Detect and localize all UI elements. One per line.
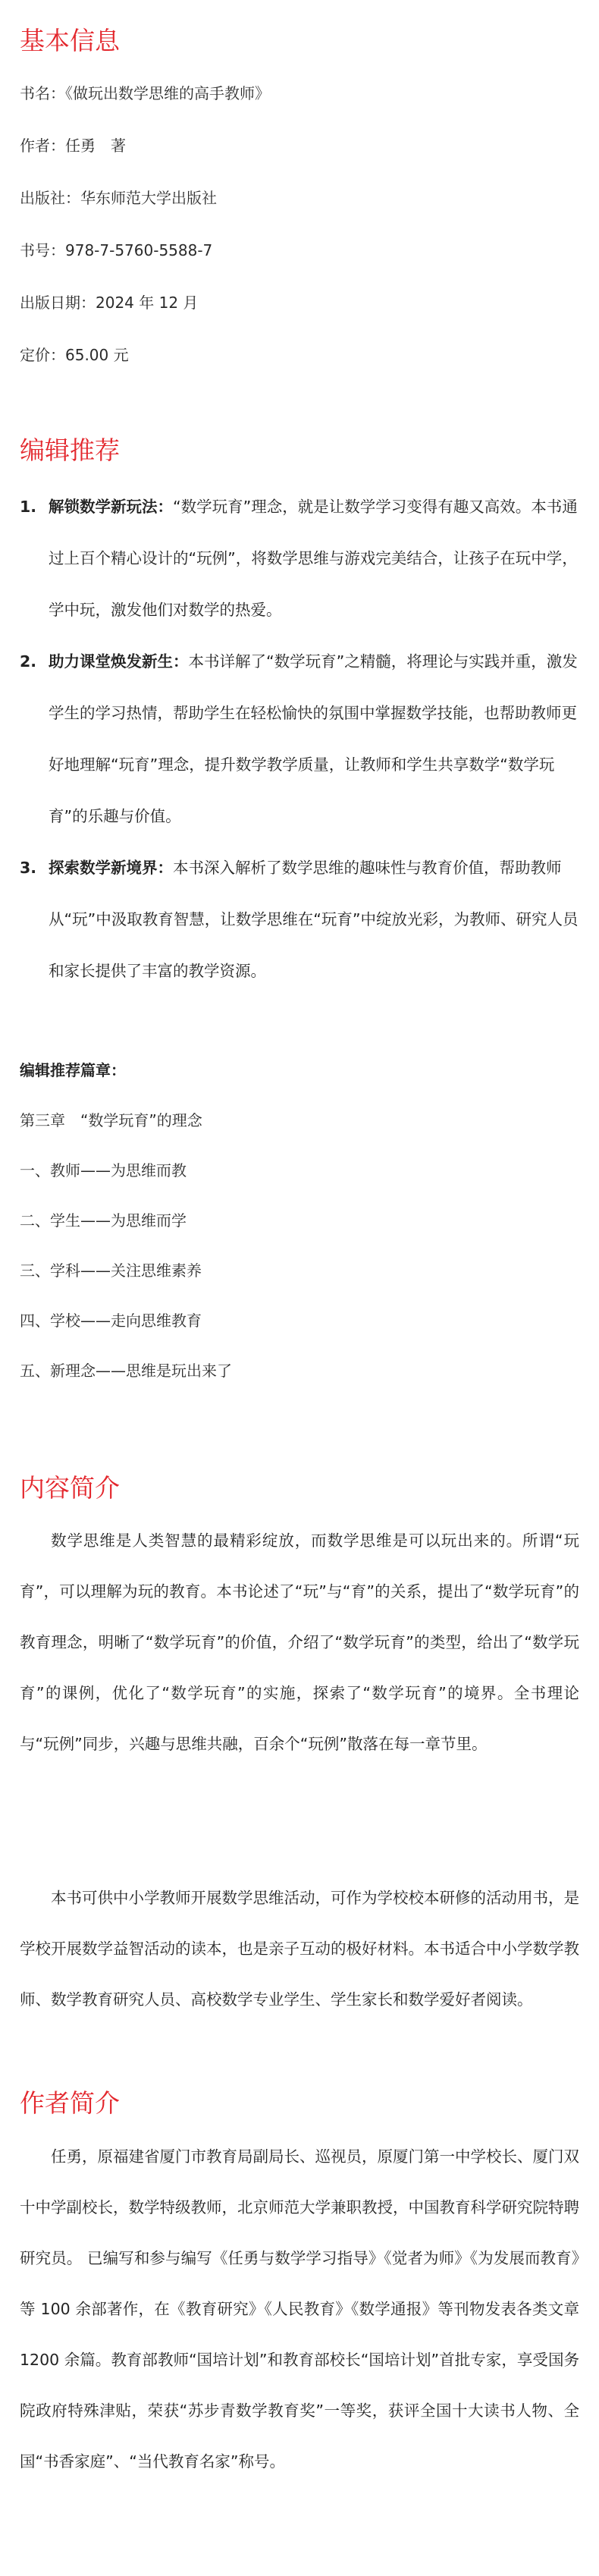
author-intro-paragraph: 任勇，原福建省厦门市教育局副局长、巡视员，原厦门第一中学校长、厦门双十中学副校长，数学特级教师，北京师范大学兼职教授，中国教育科学研究院特聘研究员。 已编写和参与编写《任勇与数学学习指导》《觉者为师》《为发展而教育》等 100 余部著作，在《教育研究》《人民教育》《数学通报》等刊物发表各类文章 1200 余篇。教育部教师“国培计划”和教育部校长“国培计划”首批专家，享受国务院政府特殊津贴，荣获“苏步青数学教育奖”一等奖，获评全国十大读书人物、全国“书香家庭”、“当代教育名家”称号。 (20, 2147, 579, 2471)
recommended-chapters-label: 编辑推荐篇章： (20, 1061, 126, 1079)
recommend-item-text: “数学玩育”理念，就是让数学学习变得有趣又高效。本书通过上百个精心设计的“玩例”，将数学思维与游戏完美结合，让孩子在玩中学，学中玩，激发他们对数学的热爱。 (49, 498, 578, 619)
publish-date-line: 出版日期：2024 年 12 月 (20, 294, 199, 312)
chapter-section: 三、学科——关注思维素养 (20, 1261, 202, 1280)
author-line: 作者：任勇 著 (20, 137, 126, 155)
recommend-item-text: 本书详解了“数学玩育”之精髓，将理论与实践并重，激发学生的学习热情，帮助学生在轻松愉快的氛围中掌握数学技能，也帮助教师更好地理解“玩育”理念，提升数学教学质量，让教师和学生共享数学“数学玩育”的乐趣与价值。 (49, 652, 578, 825)
recommend-item-title: 探索数学新境界： (49, 859, 173, 877)
chapter-title: 第三章 “数学玩育”的理念 (20, 1111, 202, 1129)
publisher-line: 出版社：华东师范大学出版社 (20, 189, 217, 207)
basic-info-heading: 基本信息 (20, 26, 120, 55)
content-intro-heading: 内容简介 (20, 1473, 120, 1503)
isbn-line: 书号：978-7-5760-5588-7 (20, 241, 213, 259)
recommend-item-number: 2. (20, 652, 37, 671)
recommend-item-number: 3. (20, 859, 37, 877)
recommend-item-title: 助力课堂焕发新生： (49, 652, 189, 671)
recommend-list (20, 481, 581, 997)
recommend-item (20, 636, 581, 842)
book-title-line: 书名：《做玩出数学思维的高手教师》 (20, 84, 270, 102)
chapter-section: 一、教师——为思维而教 (20, 1161, 187, 1180)
recommend-item-title: 解锁数学新玩法： (49, 498, 173, 516)
recommend-item-number: 1. (20, 498, 37, 516)
chapter-section: 二、学生——为思维而学 (20, 1211, 187, 1230)
chapter-section: 五、新理念——思维是玩出来了 (20, 1362, 232, 1380)
recommend-item-text: 本书深入解析了数学思维的趣味性与教育价值，帮助教师从“玩”中汲取教育智慧，让数学思维在“玩育”中绽放光彩，为教师、研究人员和家长提供了丰富的教学资源。 (49, 859, 579, 980)
author-intro-heading: 作者简介 (20, 2088, 120, 2118)
content-intro-paragraph: 本书可供中小学教师开展数学思维活动，可作为学校校本研修的活动用书，是学校开展数学益智活动的读本，也是亲子互动的极好材料。本书适合中小学数学教师、数学教育研究人员、高校数学专业学生、学生家长和数学爱好者阅读。 (20, 1889, 579, 2009)
recommend-item (20, 481, 581, 636)
chapter-section: 四、学校——走向思维教育 (20, 1312, 202, 1330)
editor-recommend-heading: 编辑推荐 (20, 435, 120, 465)
content-intro-paragraph: 数学思维是人类智慧的最精彩绽放，而数学思维是可以玩出来的。所谓“玩育”，可以理解为玩的教育。本书论述了“玩”与“育”的关系，提出了“数学玩育”的教育理念，明晰了“数学玩育”的价值，介绍了“数学玩育”的类型，给出了“数学玩育”的课例，优化了“数学玩育”的实施，探索了“数学玩育”的境界。全书理论与“玩例”同步，兴趣与思维共融，百余个“玩例”散落在每一章节里。 (20, 1531, 579, 1753)
price-line: 定价：65.00 元 (20, 346, 129, 364)
recommend-item (20, 842, 581, 997)
